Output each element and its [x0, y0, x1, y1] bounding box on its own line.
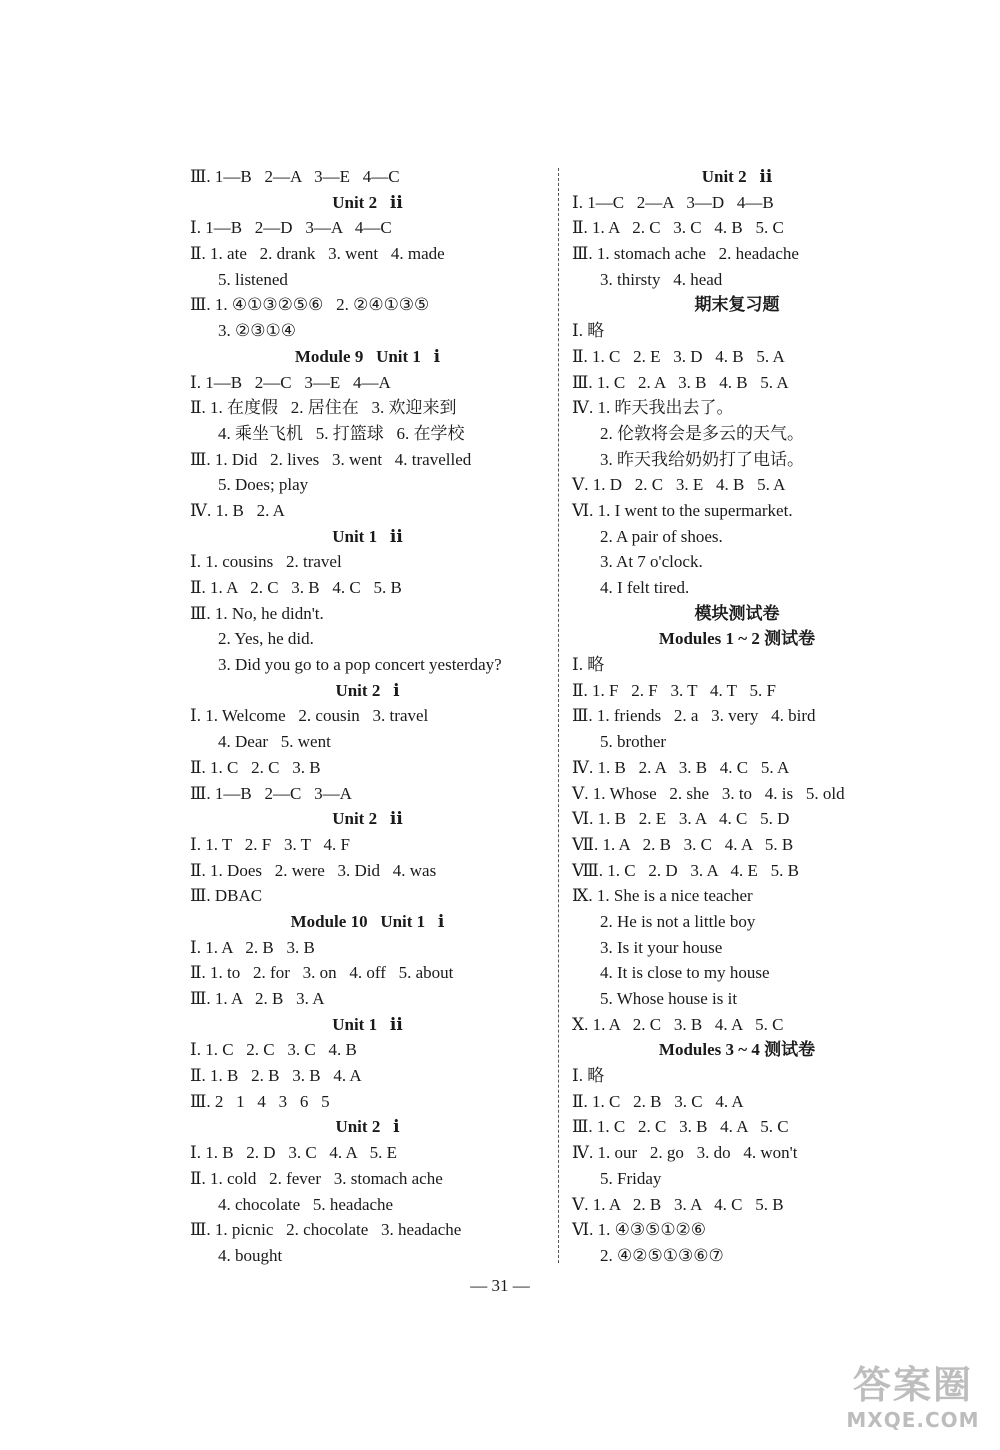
answer-line: Ⅰ. 1. C 2. C 3. C 4. B: [190, 1040, 357, 1060]
answer-line: Ⅳ. 1. our 2. go 3. do 4. won't: [572, 1143, 798, 1163]
answer-line: Ⅲ. 1. ④①③②⑤⑥ 2. ②④①③⑤: [190, 295, 430, 315]
answer-line: 3. thirsty 4. head: [600, 269, 723, 289]
answer-line: Ⅳ. 1. B 2. A: [190, 500, 285, 520]
section-heading: 模块测试卷: [694, 603, 780, 623]
answer-line: Ⅰ. 1—C 2—A 3—D 4—B: [572, 192, 774, 212]
section-heading: Module 10 Unit 1 ⅰ: [290, 911, 445, 931]
answer-line: Ⅰ. 1. cousins 2. travel: [190, 552, 342, 572]
answer-line: 3. 昨天我给奶奶打了电话。: [600, 449, 804, 469]
section-heading: Modules 3 ~ 4 测试卷: [658, 1040, 816, 1060]
section-heading: Module 9 Unit 1 ⅰ: [294, 346, 441, 366]
section-heading: Unit 2 ⅱ: [332, 192, 403, 212]
answer-line: Ⅲ. DBAC: [190, 886, 263, 906]
answer-line: Ⅲ. 2 1 4 3 6 5: [190, 1091, 330, 1111]
left-column: [190, 164, 545, 1269]
section-heading: Modules 1 ~ 2 测试卷: [658, 629, 816, 649]
section-heading: Unit 2 ⅰ: [335, 1117, 400, 1137]
answer-line: Ⅷ. 1. C 2. D 3. A 4. E 5. B: [572, 860, 800, 880]
section-heading: Unit 1 ⅱ: [332, 1014, 403, 1034]
answer-line: Ⅴ. 1. D 2. C 3. E 4. B 5. A: [572, 475, 786, 495]
answer-line: Ⅱ. 1. cold 2. fever 3. stomach ache: [190, 1168, 443, 1188]
answer-line: Ⅰ. 1. Welcome 2. cousin 3. travel: [190, 706, 429, 726]
column-divider: [558, 168, 559, 1263]
answer-line: Ⅲ. 1. stomach ache 2. headache: [572, 244, 799, 264]
answer-line: Ⅲ. 1. friends 2. a 3. very 4. bird: [572, 706, 816, 726]
answer-line: Ⅰ. 略: [572, 321, 605, 341]
answer-line: Ⅲ. 1. Did 2. lives 3. went 4. travelled: [190, 449, 472, 469]
answer-line: 3. Did you go to a pop concert yesterday?: [218, 655, 502, 675]
answer-line: 2. 伦敦将会是多云的天气。: [600, 423, 804, 443]
answer-line: 5. listened: [218, 269, 288, 289]
answer-line: 2. A pair of shoes.: [600, 526, 723, 546]
answer-line: Ⅲ. 1. C 2. A 3. B 4. B 5. A: [572, 372, 789, 392]
answer-line: 4. I felt tired.: [600, 578, 690, 597]
answer-line: Ⅱ. 1. B 2. B 3. B 4. A: [190, 1066, 362, 1086]
answer-line: Ⅶ. 1. A 2. B 3. C 4. A 5. B: [572, 834, 794, 854]
answer-line: Ⅱ. 1. A 2. C 3. C 4. B 5. C: [572, 218, 784, 238]
page-number: — 31 —: [470, 1276, 530, 1295]
answer-line: 4. It is close to my house: [600, 963, 770, 983]
answer-line: Ⅰ. 1. T 2. F 3. T 4. F: [190, 834, 350, 854]
answer-line: 5. brother: [600, 732, 667, 752]
answer-line: Ⅳ. 1. 昨天我出去了。: [572, 398, 734, 418]
answer-line: Ⅰ. 1. B 2. D 3. C 4. A 5. E: [190, 1143, 397, 1163]
answer-line: Ⅸ. 1. She is a nice teacher: [572, 886, 753, 906]
answer-line: Ⅵ. 1. I went to the supermarket.: [572, 500, 793, 520]
answer-line: Ⅱ. 1. to 2. for 3. on 4. off 5. about: [190, 963, 454, 983]
answer-line: 2. He is not a little boy: [600, 911, 756, 931]
answer-line: Ⅰ. 1. A 2. B 3. B: [190, 937, 315, 957]
answer-line: 5. Whose house is it: [600, 989, 738, 1008]
answer-line: Ⅴ. 1. A 2. B 3. A 4. C 5. B: [572, 1194, 784, 1214]
answer-line: 4. bought: [218, 1245, 283, 1265]
answer-line: 2. ④②⑤①③⑥⑦: [600, 1245, 724, 1265]
right-column: [572, 164, 902, 1269]
answer-line: 3. Is it your house: [600, 937, 723, 957]
answer-line: Ⅲ. 1. picnic 2. chocolate 3. headache: [190, 1220, 462, 1240]
section-heading: 期末复习题: [694, 295, 780, 315]
section-heading: Unit 1 ⅱ: [332, 526, 403, 546]
answer-line: Ⅰ. 略: [572, 1066, 605, 1086]
section-heading: Unit 2 ⅱ: [332, 809, 403, 829]
section-heading: Unit 2 ⅰ: [335, 680, 400, 700]
answer-line: Ⅲ. 1. No, he didn't.: [190, 603, 324, 623]
watermark-logo: [838, 1362, 988, 1442]
answer-line: Ⅲ. 1. C 2. C 3. B 4. A 5. C: [572, 1117, 789, 1137]
answer-line: Ⅰ. 1—B 2—C 3—E 4—A: [190, 372, 391, 392]
answer-line: Ⅰ. 1—B 2—D 3—A 4—C: [190, 218, 392, 238]
answer-line: Ⅱ. 1. ate 2. drank 3. went 4. made: [190, 244, 445, 264]
answer-line: Ⅱ. 1. F 2. F 3. T 4. T 5. F: [572, 680, 776, 700]
answer-line: Ⅵ. 1. B 2. E 3. A 4. C 5. D: [572, 809, 790, 829]
answer-line: 5. Does; play: [218, 475, 309, 495]
answer-line: Ⅱ. 1. C 2. E 3. D 4. B 5. A: [572, 346, 785, 366]
answer-line: Ⅱ. 1. A 2. C 3. B 4. C 5. B: [190, 578, 402, 597]
answer-line: 4. 乘坐飞机 5. 打篮球 6. 在学校: [218, 423, 465, 443]
answer-line: Ⅵ. 1. ④③⑤①②⑥: [572, 1220, 707, 1240]
answer-line: Ⅴ. 1. Whose 2. she 3. to 4. is 5. old: [572, 783, 845, 803]
answer-line: Ⅲ. 1—B 2—A 3—E 4—C: [190, 167, 400, 186]
answer-line: 3. At 7 o'clock.: [600, 552, 703, 572]
answer-line: Ⅱ. 1. Does 2. were 3. Did 4. was: [190, 860, 437, 880]
section-heading: Unit 2 ⅱ: [701, 167, 773, 186]
answer-line: 4. chocolate 5. headache: [218, 1194, 394, 1214]
answer-line: Ⅲ. 1. A 2. B 3. A: [190, 989, 325, 1008]
answer-line: Ⅳ. 1. B 2. A 3. B 4. C 5. A: [572, 757, 790, 777]
answer-line: Ⅲ. 1—B 2—C 3—A: [190, 783, 352, 803]
answer-line: Ⅱ. 1. C 2. C 3. B: [190, 757, 321, 777]
answer-line: 5. Friday: [600, 1168, 662, 1188]
answer-line: Ⅱ. 1. 在度假 2. 居住在 3. 欢迎来到: [190, 398, 457, 418]
watermark-text: 答案圈: [852, 1363, 973, 1407]
answer-line: 2. Yes, he did.: [218, 629, 314, 649]
answer-line: 4. Dear 5. went: [218, 732, 331, 752]
answer-line: Ⅱ. 1. C 2. B 3. C 4. A: [572, 1091, 744, 1111]
answer-line: Ⅹ. 1. A 2. C 3. B 4. A 5. C: [572, 1014, 784, 1034]
answer-line: 3. ②③①④: [218, 321, 296, 341]
watermark-url: MXQE.COM: [846, 1408, 980, 1432]
answer-line: Ⅰ. 略: [572, 655, 605, 675]
